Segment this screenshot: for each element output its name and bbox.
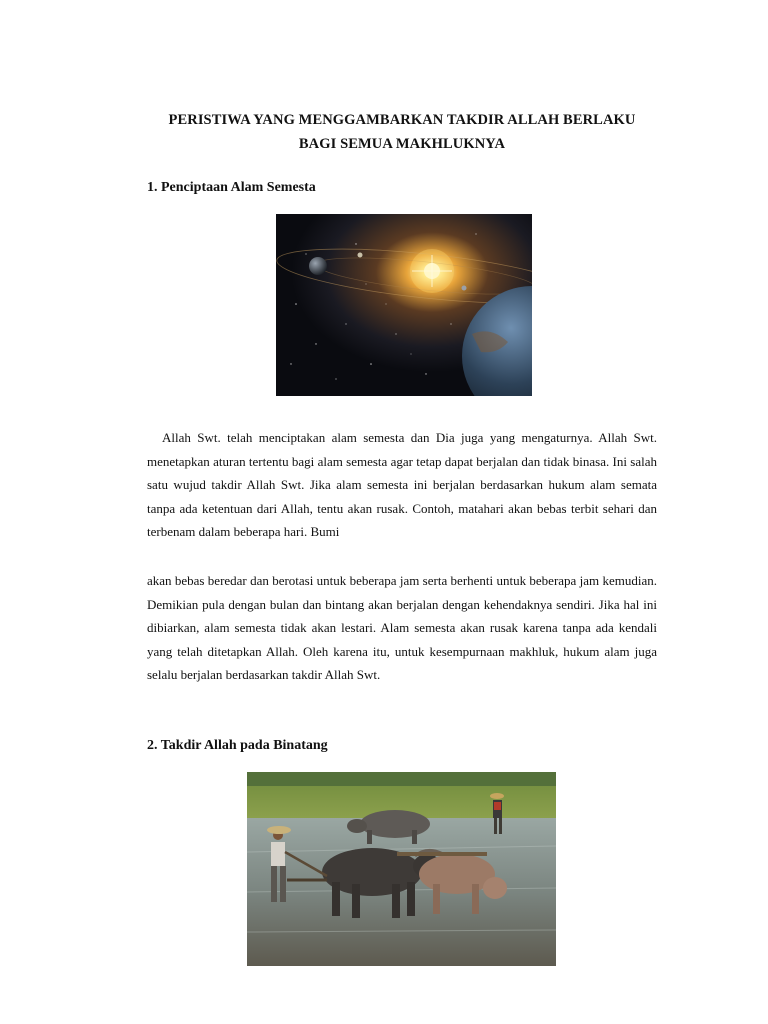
section-1-paragraph-part-2 bbox=[147, 569, 657, 687]
solar-system-image bbox=[276, 214, 532, 396]
title-line-2: BAGI SEMUA MAKHLUKNYA bbox=[298, 136, 506, 152]
section-1-paragraph-part-1 bbox=[147, 426, 657, 544]
paragraph-text: Allah Swt. telah menciptakan alam semesta dan Dia juga yang mengaturnya. Allah Swt. menetapkan aturan tertentu bagi alam semesta agar tetap dapat berjalan dan tidak binasa. Ini salah satu wujud takdir Allah Swt. Jika alam semesta ini berjalan berdasarkan hukum alam semata tanpa ada ketentuan dari Allah, tentu akan rusak. Contoh, matahari akan bebas terbit sehari dan terbenam dalam beberapa hari. Bumi bbox=[147, 430, 657, 540]
section-heading-1: 1. Penciptaan Alam Semesta bbox=[147, 180, 316, 195]
buffalo-plowing-image bbox=[247, 772, 556, 966]
section-heading-2: 2. Takdir Allah pada Binatang bbox=[147, 738, 328, 753]
title-line-1: PERISTIWA YANG MENGGAMBARKAN TAKDIR ALLAH BERLAKU bbox=[168, 112, 636, 128]
paragraph-text: akan bebas beredar dan berotasi untuk beberapa jam serta berhenti untuk beberapa jam kemudian. Demikian pula dengan bulan dan bintang akan berjalan dengan kehendaknya sendiri. Jika hal ini dibiarkan, alam semesta tidak akan lestari. Alam semesta akan rusak karena tanpa ada kendali yang telah ditetapkan Allah. Oleh karena itu, untuk kesempurnaan makhluk, hukum alam juga selalu berjalan berdasarkan takdir Allah Swt. bbox=[147, 573, 657, 683]
document-title bbox=[140, 108, 664, 156]
